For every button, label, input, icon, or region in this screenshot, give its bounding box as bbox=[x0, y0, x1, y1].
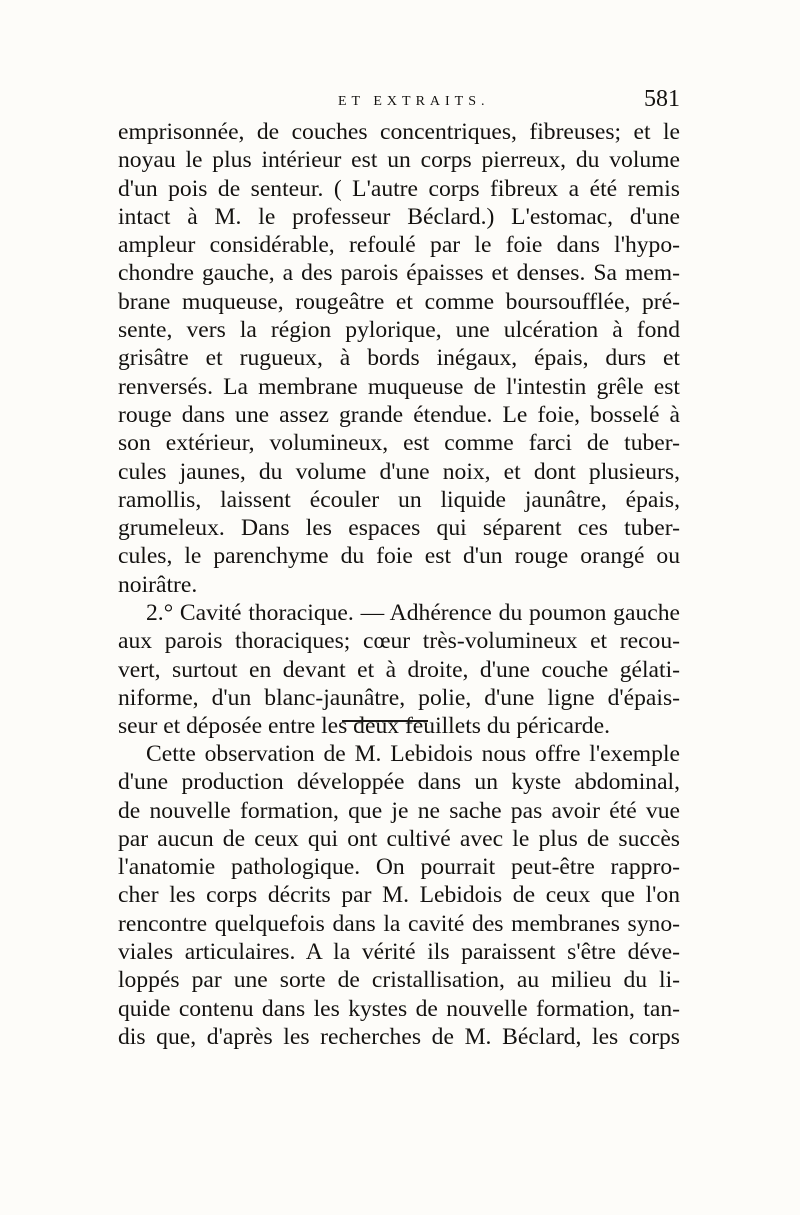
text-line: vert, surtout en devant et à droite, d'une couche gélati- bbox=[118, 656, 680, 683]
text-line: 2.° Cavité thoracique. — Adhérence du poumon gauche bbox=[146, 600, 680, 627]
page-header bbox=[118, 86, 680, 116]
text-line: d'une production développée dans un kyste abdominal, bbox=[118, 769, 680, 796]
text-line: Cette observation de M. Lebidois nous offre l'exemple bbox=[146, 741, 680, 767]
text-line: intact à M. le professeur Béclard.) L'estomac, d'une bbox=[118, 203, 680, 230]
text-line: ramollis, laissent écouler un liquide jaunâtre, épais, bbox=[118, 486, 680, 513]
text-line: renversés. La membrane muqueuse de l'intestin grêle est bbox=[118, 373, 680, 400]
text-line: grisâtre et rugueux, à bords inégaux, épais, durs et bbox=[118, 345, 680, 372]
text-line: grumeleux. Dans les espaces qui séparent ces tuber- bbox=[118, 515, 680, 542]
text-line: sente, vers la région pylorique, une ulcération à fond bbox=[118, 317, 680, 344]
text-line: cules, le parenchyme du foie est d'un rouge orangé ou bbox=[118, 543, 680, 570]
text-line: seur et déposée entre les deux feuillets du péricarde. bbox=[118, 713, 610, 740]
text-line: son extérieur, volumineux, est comme farci de tuber- bbox=[118, 430, 680, 457]
text-line: brane muqueuse, rougeâtre et comme boursoufflée, pré- bbox=[118, 288, 680, 315]
text-line: ampleur considérable, refoulé par le foie dans l'hypo- bbox=[118, 232, 680, 259]
text-line: viales articulaires. A la vérité ils paraissent s'être déve- bbox=[118, 939, 680, 966]
text-line: par aucun de ceux qui ont cultivé avec le plus de succès bbox=[118, 825, 680, 852]
text-line: noirâtre. bbox=[118, 571, 198, 598]
page-number: 581 bbox=[644, 86, 680, 112]
text-line: de nouvelle formation, que je ne sache pas avoir été vue bbox=[118, 797, 680, 824]
text-line: emprisonnée, de couches concentriques, fibreuses; et le bbox=[118, 119, 680, 145]
text-line: rouge dans une assez grande étendue. Le foie, bosselé à bbox=[118, 401, 680, 428]
text-line: loppés par une sorte de cristallisation, au milieu du li- bbox=[118, 967, 680, 994]
text-line: rencontre quelquefois dans la cavité des membranes syno- bbox=[118, 910, 680, 937]
text-line: quide contenu dans les kystes de nouvelle formation, tan- bbox=[118, 995, 680, 1022]
text-line: l'anatomie pathologique. On pourrait peut-être rappro- bbox=[118, 854, 680, 881]
text-line: aux parois thoraciques; cœur très-volumineux et recou- bbox=[118, 628, 680, 655]
autopsy-description bbox=[118, 118, 680, 741]
text-line: niforme, d'un blanc-jaunâtre, polie, d'une ligne d'épais- bbox=[118, 684, 680, 711]
text-line: d'un pois de senteur. ( L'autre corps fibreux a été remis bbox=[118, 175, 680, 202]
text-line: cher les corps décrits par M. Lebidois de ceux que l'on bbox=[118, 882, 680, 909]
text-line: noyau le plus intérieur est un corps pierreux, du volume bbox=[118, 147, 680, 174]
running-title: ET EXTRAITS. bbox=[338, 94, 490, 109]
section-separator bbox=[342, 720, 428, 722]
text-line: chondre gauche, a des parois épaisses et denses. Sa mem- bbox=[118, 260, 680, 287]
text-line: dis que, d'après les recherches de M. Béclard, les corps bbox=[118, 1023, 680, 1050]
text-line: cules jaunes, du volume d'une noix, et dont plusieurs, bbox=[118, 458, 680, 485]
commentary-paragraph bbox=[118, 740, 680, 1051]
